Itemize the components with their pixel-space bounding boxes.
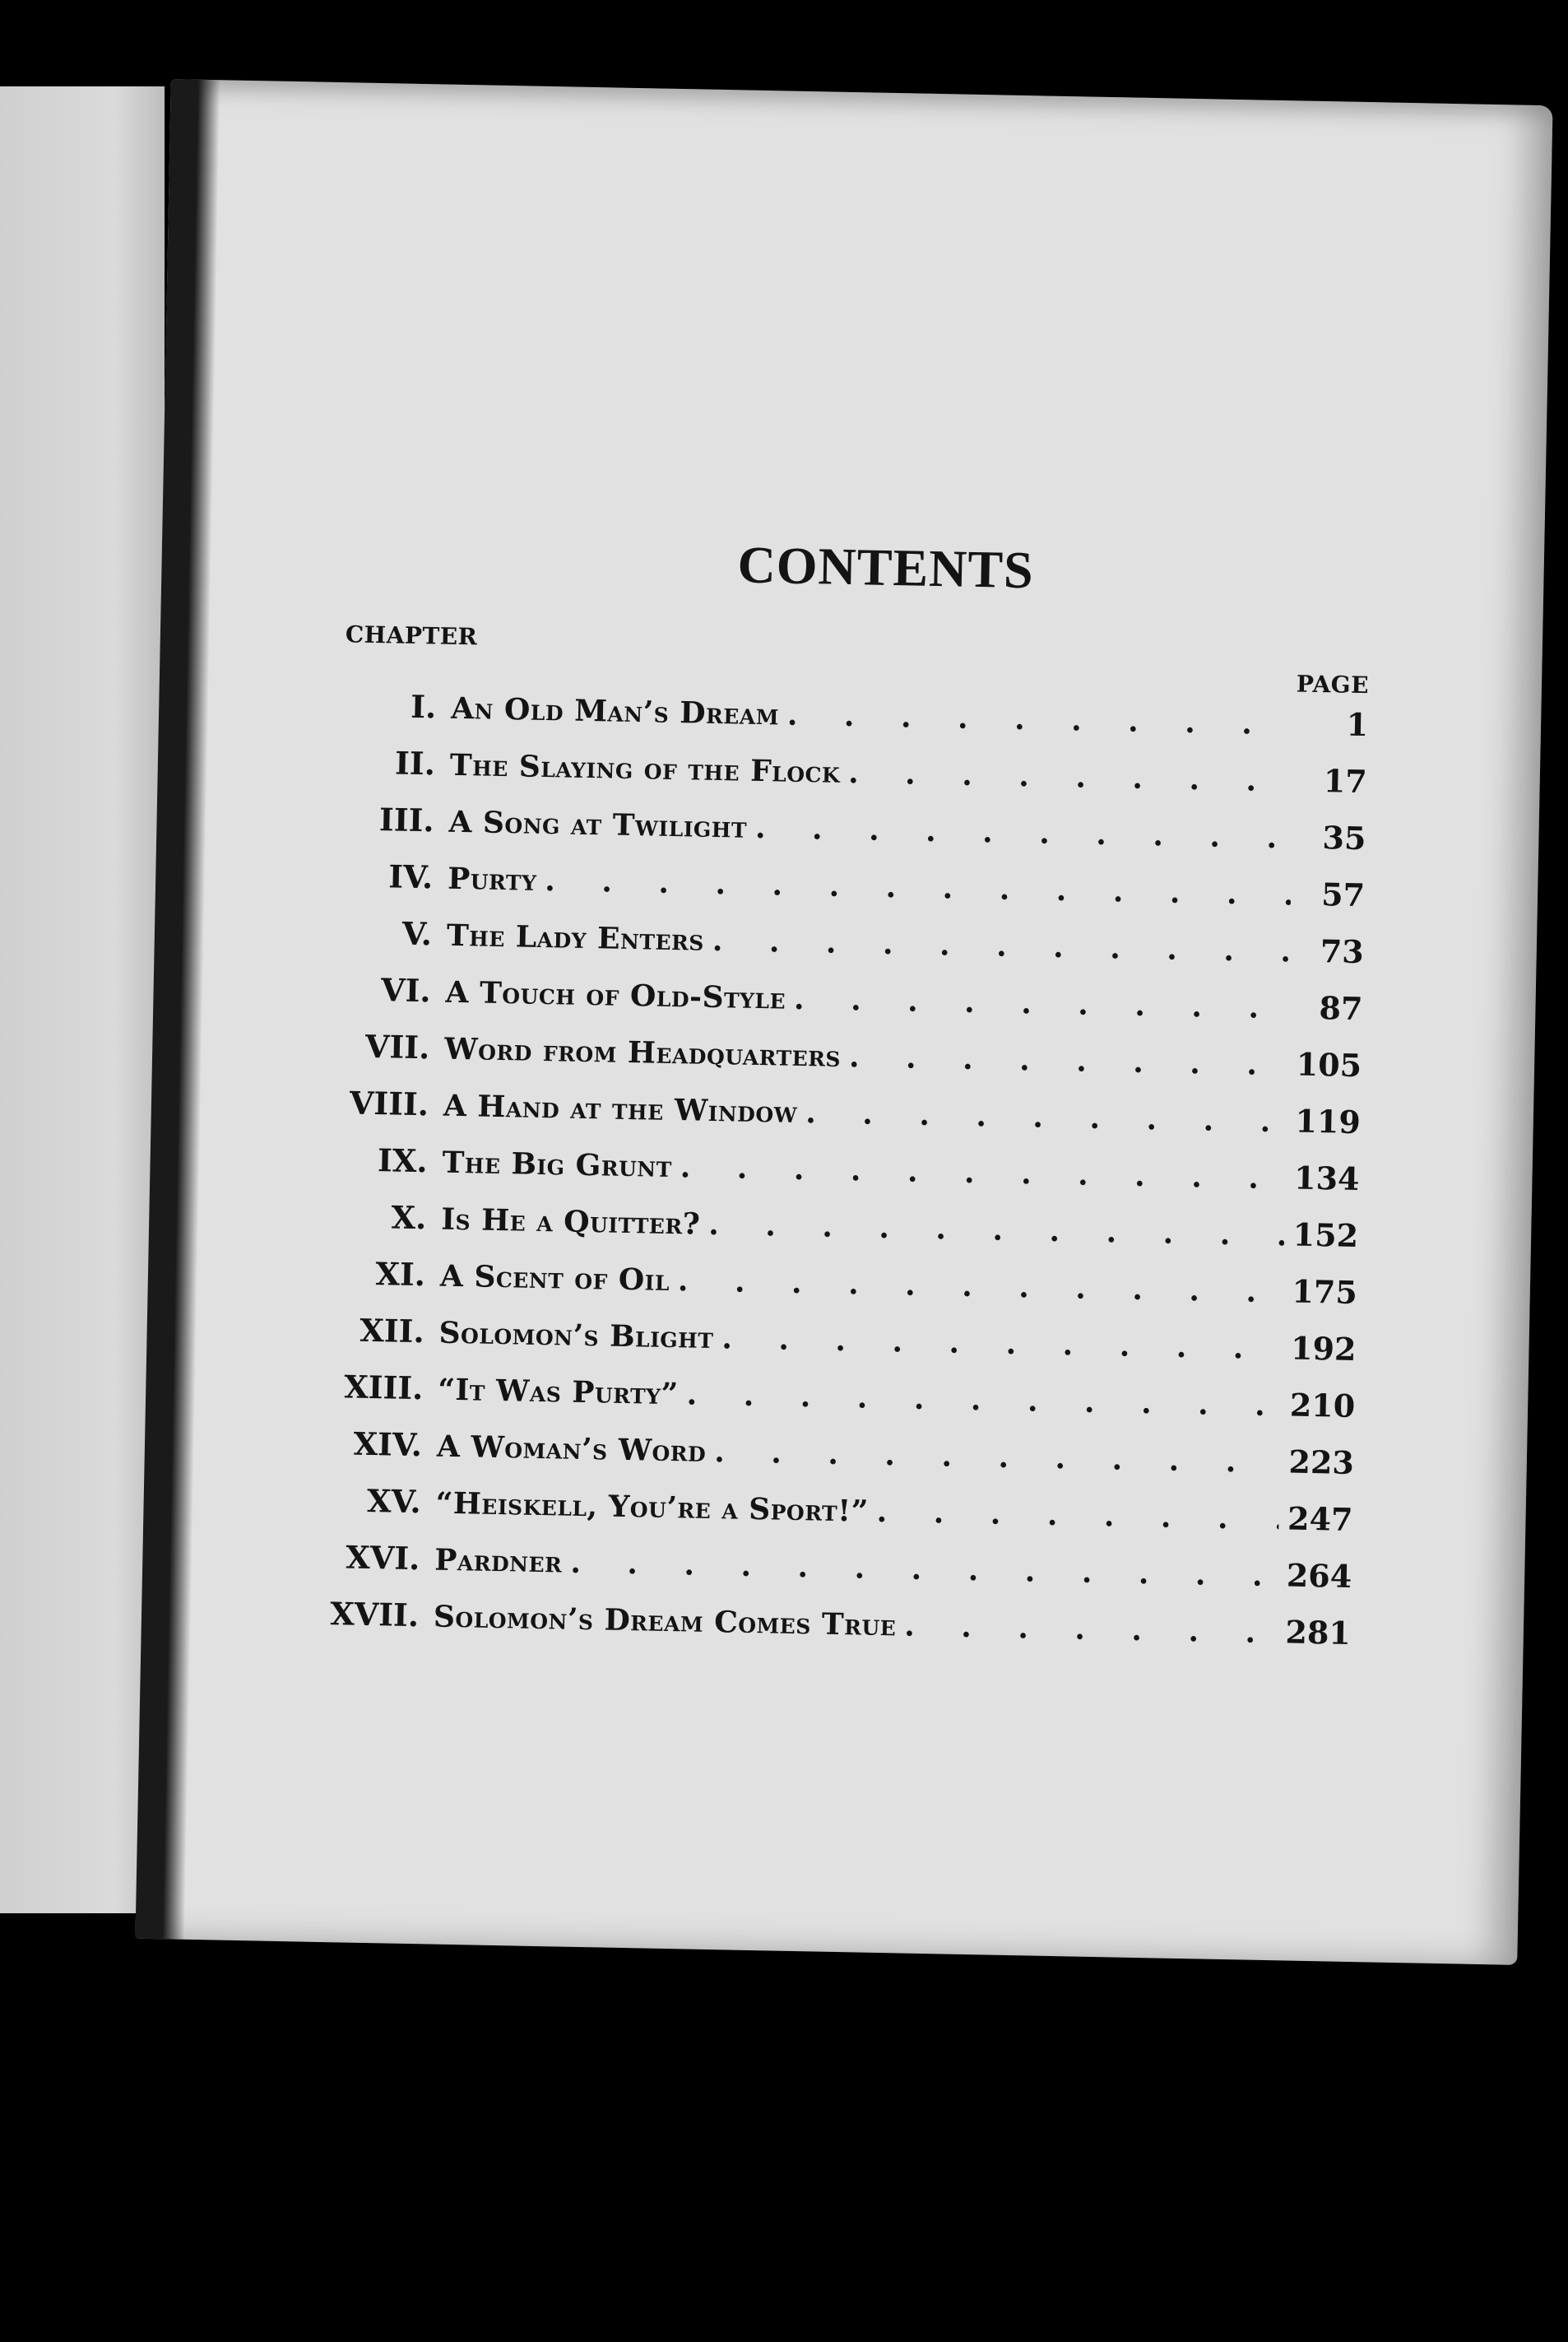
chapter-numeral: XVI. <box>345 1538 420 1578</box>
chapter-title: A Scent of Oil <box>439 1258 670 1298</box>
chapter-page-number: 35 <box>1322 819 1366 857</box>
page-column-label: PAGE <box>1296 670 1370 699</box>
dot-leader <box>704 923 1291 969</box>
chapter-page-number: 57 <box>1320 876 1366 914</box>
chapter-title: Solomon’s Blight <box>438 1315 714 1356</box>
dot-leader <box>841 1039 1288 1082</box>
chapter-title: The Big Grunt <box>442 1145 673 1185</box>
dot-leader <box>700 1207 1285 1253</box>
chapter-numeral: IV. <box>388 857 434 896</box>
chapter-page-number: 192 <box>1290 1329 1357 1368</box>
chapter-numeral: VII. <box>364 1027 430 1066</box>
chapter-page-number: 152 <box>1292 1215 1359 1255</box>
chapter-title: A Woman’s Word <box>436 1429 707 1469</box>
dot-leader <box>670 1263 1284 1309</box>
chapter-numeral: XVII. <box>329 1595 420 1634</box>
chapter-title: Purty <box>447 861 537 898</box>
contents-page <box>135 79 1552 1965</box>
table-of-contents <box>281 526 1371 1671</box>
chapter-numeral: X. <box>391 1198 427 1237</box>
chapter-numeral: XV. <box>366 1481 422 1521</box>
dot-leader <box>713 1321 1283 1366</box>
chapter-numeral: XI. <box>375 1255 426 1294</box>
chapter-title: The Slaying of the Flock <box>449 747 841 790</box>
page-title: CONTENTS <box>736 535 1035 600</box>
chapter-title: A Hand at the Window <box>443 1088 798 1130</box>
dot-leader <box>840 755 1293 799</box>
chapter-page-number: 134 <box>1293 1159 1360 1198</box>
chapter-numeral: IX. <box>377 1141 429 1180</box>
chapter-list <box>281 685 1368 1671</box>
chapter-numeral: I. <box>410 687 437 726</box>
chapter-title: A Touch of Old-Style <box>445 974 786 1016</box>
chapter-numeral: VIII. <box>349 1084 429 1123</box>
left-page-edge <box>0 86 165 1913</box>
chapter-page-number: 175 <box>1292 1272 1358 1312</box>
chapter-page-number: 1 <box>1346 705 1369 744</box>
dot-leader <box>678 1377 1281 1423</box>
chapter-page-number: 281 <box>1285 1613 1352 1652</box>
chapter-page-number: 17 <box>1323 762 1368 801</box>
dot-leader <box>896 1608 1277 1650</box>
chapter-numeral: II. <box>394 744 436 783</box>
chapter-title: Pardner <box>434 1542 563 1580</box>
chapter-numeral: XII. <box>360 1311 425 1350</box>
dot-leader <box>747 811 1292 856</box>
chapter-title: “It Was Purty” <box>437 1372 680 1412</box>
chapter-title: Word from Headquarters <box>443 1031 842 1074</box>
chapter-title: A Song at Twilight <box>448 804 748 845</box>
dot-leader <box>779 697 1295 741</box>
chapter-title: The Lady Enters <box>446 918 705 958</box>
chapter-page-number: 73 <box>1320 932 1365 971</box>
chapter-page-number: 210 <box>1289 1386 1356 1425</box>
chapter-numeral: VI. <box>380 971 432 1010</box>
dot-leader <box>706 1434 1280 1480</box>
chapter-page-number: 264 <box>1286 1556 1352 1595</box>
chapter-title: Solomon’s Dream Comes True <box>433 1599 897 1643</box>
chapter-page-number: 119 <box>1295 1102 1362 1141</box>
chapter-title: An Old Man’s Dream <box>450 690 780 732</box>
dot-leader <box>797 1095 1287 1139</box>
chapter-numeral: V. <box>401 914 433 953</box>
chapter-page-number: 223 <box>1288 1443 1355 1481</box>
chapter-page-number: 105 <box>1296 1045 1362 1085</box>
chapter-column-label: CHAPTER <box>345 620 478 651</box>
chapter-page-number: 247 <box>1287 1499 1353 1538</box>
chapter-numeral: XIV. <box>353 1424 423 1464</box>
chapter-page-number: 87 <box>1319 989 1363 1028</box>
chapter-title: Is He a Quitter? <box>440 1201 701 1242</box>
dot-leader <box>868 1494 1279 1537</box>
dot-leader <box>671 1150 1285 1196</box>
dot-leader <box>786 982 1289 1026</box>
chapter-title: “Heiskell, You’re a Sport!” <box>435 1485 870 1529</box>
chapter-numeral: XIII. <box>343 1368 424 1407</box>
chapter-numeral: III. <box>378 801 435 839</box>
